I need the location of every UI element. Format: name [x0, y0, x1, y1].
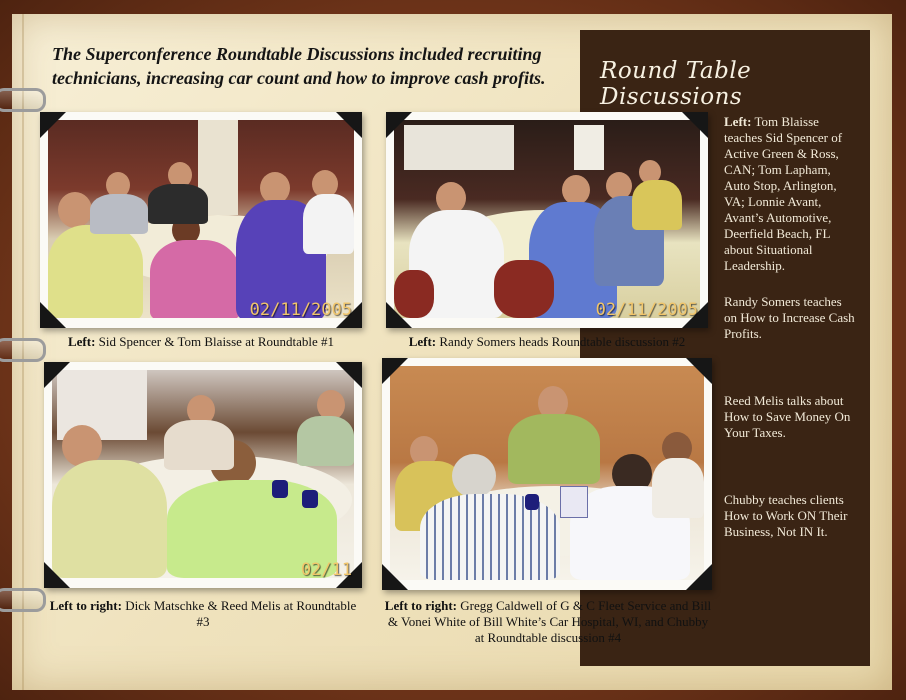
- panel-note-1-lead: Left:: [724, 114, 752, 129]
- caption-3-lead: Left to right:: [49, 598, 122, 613]
- headline: [52, 42, 592, 90]
- headline-line-2: technicians, increasing car count and how to improve cash profits.: [52, 68, 546, 88]
- caption-2: [386, 334, 708, 350]
- panel-title: Round Table Discussions: [600, 58, 752, 110]
- caption-3-text: Dick Matschke & Reed Melis at Roundtable #3: [121, 598, 357, 629]
- panel-note-3: [724, 393, 856, 441]
- date-stamp: 02/11/2005: [595, 300, 698, 320]
- photo-3: [52, 370, 354, 578]
- caption-4-lead: Left to right:: [384, 598, 457, 613]
- caption-1: [40, 334, 362, 350]
- panel-note-1-text: Tom Blaisse teaches Sid Spencer of Active Green & Ross, CAN; Tom Lapham, Auto Stop, Arlington, VA; Lonnie Avant, Avant’s Automotive, Deerfield Beach, FL about Situational Leadership.: [724, 114, 843, 273]
- panel-note-4-text: Chubby teaches clients How to Work ON Their Business, Not IN It.: [724, 492, 848, 539]
- caption-4-text: Gregg Caldwell of G & C Fleet Service and Bill & Vonei White of Bill White’s Car Hospital, WI, and Chubby at Roundtable discussion #4: [387, 598, 712, 645]
- caption-1-text: Sid Spencer & Tom Blaisse at Roundtable #1: [95, 334, 335, 349]
- panel-note-2: [724, 294, 856, 342]
- photo-1: [48, 120, 354, 318]
- panel-note-2-text: Randy Somers teaches on How to Increase Cash Profits.: [724, 294, 855, 341]
- panel-note-1: [724, 114, 856, 274]
- headline-line-1: The Superconference Roundtable Discussions included recruiting: [52, 44, 542, 64]
- caption-3: [44, 598, 362, 630]
- date-stamp: 02/11/2005: [249, 300, 352, 320]
- photo-card-4: [382, 358, 712, 590]
- photo-4: [390, 366, 704, 580]
- caption-4: [384, 598, 712, 646]
- panel-note-3-text: Reed Melis talks about How to Save Money On Your Taxes.: [724, 393, 851, 440]
- photo-card-1: [40, 112, 362, 328]
- caption-2-lead: Left:: [408, 334, 437, 349]
- photo-card-3: [44, 362, 362, 588]
- binder-ring-top: [0, 88, 46, 112]
- panel-note-4: [724, 492, 856, 540]
- photo-2: [394, 120, 700, 318]
- date-stamp: 02/11: [300, 560, 352, 580]
- caption-2-text: Randy Somers heads Roundtable discussion #2: [436, 334, 686, 349]
- binder-ring-bottom: [0, 588, 46, 612]
- photo-card-2: [386, 112, 708, 328]
- caption-1-lead: Left:: [67, 334, 96, 349]
